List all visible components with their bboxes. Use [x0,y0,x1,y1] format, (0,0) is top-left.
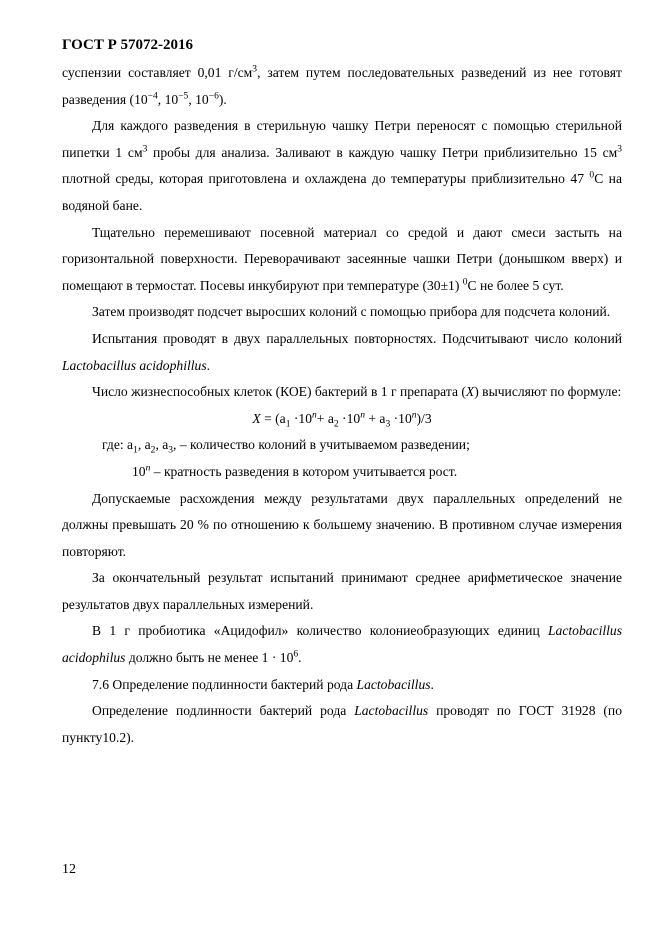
text: . [430,676,434,692]
text: + a [316,410,334,426]
exponent: n [411,410,417,421]
paragraph-parallel [62,326,622,379]
superscript: −4 [147,91,158,102]
text: . [298,650,302,666]
text: Определение подлинности бактерий рода [92,703,355,719]
text: ) вычисляют по формуле: [474,384,622,400]
text: , – количество колоний в учитываемом разведении; [173,437,470,453]
exponent: n [360,410,365,421]
exponent: n [312,410,317,421]
superscript: 3 [142,144,148,155]
text: где: a [102,437,134,453]
page-number: 12 [62,862,76,877]
document-header: ГОСТ Р 57072-2016 [62,37,194,53]
genus-name: Lactobacillus [354,703,429,719]
document-body [62,60,622,751]
superscript: 6 [293,649,299,660]
formula [62,406,622,433]
text: Для каждого разведения в стерильную чашку Петри переносят с помощью стерильной пипетки 1 см [62,118,622,160]
text: – кратность разведения в котором учитывается рост. [150,463,458,479]
text: Число жизнеспособных клеток (КОЕ) бактерий в 1 г препарата ( [92,384,466,400]
paragraph-authenticity [62,698,622,751]
text: , a [137,437,151,453]
text: . [206,357,211,373]
text: суспензии составляет 0,01 г/см [62,65,253,80]
superscript: −5 [178,91,189,102]
superscript: 3 [617,144,622,155]
paragraph-formula-intro [62,379,622,406]
paragraph-final-result: За окончательный результат испытаний принимают среднее арифметическое значение результатов двух параллельных измерений. [62,570,622,612]
formula-legend-n [62,459,622,486]
species-name: Lactobacillus acidophilus [62,623,622,666]
superscript: 0 [589,170,595,181]
subscript: 1 [285,419,291,430]
genus-name: Lactobacillus [356,676,431,692]
paragraph-suspension [62,60,622,113]
paragraph-requirement [62,618,622,671]
text: )/3 [416,410,432,426]
text: С не более 5 сут. [467,277,564,293]
text: С на водяной бане. [62,171,622,213]
text: В 1 г пробиотика «Ацидофил» количество колониеобразующих единиц [92,623,548,639]
text: ·10 [390,410,412,426]
paragraph-mixing [62,220,622,300]
text: плотной среды, которая приготовлена и охлаждена до температуры приблизительно 47 [62,171,590,187]
subscript: 2 [333,419,339,430]
text: 10 [132,463,146,479]
text: Тщательно перемешивают посевной материал со средой и дают смеси застыть на горизонтальной поверхности. Переворачивают засеянные чашки Петри (донышком вверх) и помещают в термостат. Посевы инкубируют при температуре (30±1) [62,224,622,293]
subscript: 3 [168,446,174,457]
text: ·10 [338,410,361,426]
paragraph-counting: Затем производят подсчет выросших колоний с помощью прибора для подсчета колоний. [92,304,611,320]
text: 7.6 Определение подлинности бактерий рода [92,676,357,692]
superscript: 0 [462,277,468,288]
text: проводят по ГОСТ 31928 (по пункту10.2). [62,703,623,745]
text: + a [364,410,386,426]
text: , a [155,437,169,453]
superscript: −6 [208,91,219,102]
exponent: n [145,463,151,474]
text: ). [218,91,227,107]
text: пробы для анализа. Заливают в каждую чашку Петри приблизительно 15 см [147,144,618,160]
text: должно быть не менее 1 · 10 [125,650,294,666]
text: , 10 [188,91,209,107]
text: Испытания проводят в двух параллельных повторностях. Подсчитывают число колоний [92,330,622,346]
text: , затем путем последовательных разведений из нее готовят разведения (10 [62,65,622,107]
species-name: Lactobacillus acidophillus [62,357,207,373]
subscript: 1 [133,446,138,457]
text: , 10 [157,91,179,107]
formula-legend-a [62,432,622,459]
text: = (a [260,410,286,426]
paragraph-tolerance: Допускаемые расхождения между результатами двух параллельных определений не должны превышать 20 % по отношению к большему значению. В противном случае измерения повторяют. [62,490,622,559]
section-heading-7-6 [62,672,622,699]
variable: X [465,384,475,400]
subscript: 3 [385,419,391,430]
subscript: 2 [150,446,156,457]
text: ·10 [290,410,313,426]
variable: X [252,410,261,426]
paragraph-dilution [62,113,622,219]
superscript: 3 [252,64,258,75]
